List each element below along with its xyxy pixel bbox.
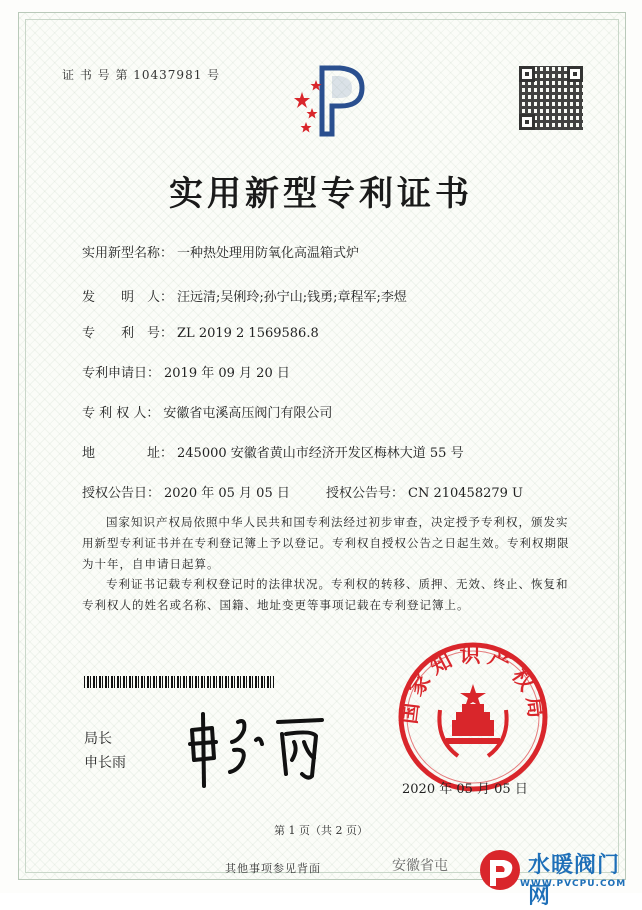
qr-code <box>519 66 583 130</box>
address-row <box>82 442 464 461</box>
field-label: 授权公告日： <box>82 486 161 501</box>
certificate-title: 实用新型专利证书 <box>169 174 473 214</box>
watermark-brand: 水暖阀门网 <box>528 853 621 909</box>
field-label: 授权公告号： <box>326 486 405 501</box>
field-label: 专利申请日： <box>82 366 161 381</box>
inventor-row <box>82 286 407 305</box>
field-label: 实用新型名称： <box>82 246 174 261</box>
field-label: 专 利 号： <box>82 326 174 341</box>
director-title: 局长 <box>84 731 112 747</box>
watermark-site: WWW.PVCPU.COM <box>520 879 627 889</box>
application-date-row <box>82 362 290 381</box>
patent-number-row <box>82 322 319 341</box>
director-signature <box>182 700 332 790</box>
field-value: 2020 年 05 月 05 日 <box>164 486 290 501</box>
patent-office-logo <box>282 62 374 142</box>
field-value: 一种热处理用防氧化高温箱式炉 <box>177 246 360 261</box>
watermark-caption: 安徽省屯 <box>392 858 448 874</box>
official-seal <box>396 640 550 794</box>
grant-number-row <box>326 482 523 501</box>
back-notice: 其他事项参见背面 <box>225 862 321 875</box>
utility-model-name-row <box>82 242 359 261</box>
field-value: 245000 安徽省黄山市经济开发区梅林大道 55 号 <box>177 446 464 461</box>
grant-statement-paragraph: 国家知识产权局依照中华人民共和国专利法经过初步审查，决定授予专利权，颁发实用新型专利证书并在专利登记簿上予以登记。专利权自授权公告之日起生效。专利权期限为十年，自申请日起算。 <box>82 515 570 571</box>
field-value: 2019 年 09 月 20 日 <box>164 366 290 381</box>
field-value: CN 210458279 U <box>408 486 523 501</box>
director-name: 申长雨 <box>84 755 126 771</box>
field-label: 专 利 权 人： <box>82 406 160 421</box>
page-number: 第 1 页（共 2 页） <box>274 824 368 837</box>
patentee-row <box>82 402 332 421</box>
field-value: 安徽省屯溪高压阀门有限公司 <box>163 406 333 421</box>
certificate-number: 证 书 号 第 10437981 号 <box>62 68 221 82</box>
field-value: 汪远清;吴俐玲;孙宁山;钱勇;章程军;李煜 <box>177 290 407 305</box>
seal-date: 2020 年 05 月 05 日 <box>402 782 528 797</box>
field-label: 发 明 人： <box>82 290 174 305</box>
field-value: ZL 2019 2 1569586.8 <box>177 326 319 341</box>
barcode <box>84 676 274 688</box>
legal-status-paragraph: 专利证书记载专利权登记时的法律状况。专利权的转移、质押、无效、终止、恢复和专利权人的姓名或名称、国籍、地址变更等事项记载在专利登记簿上。 <box>82 577 569 612</box>
seal-text: 国家知识产权局 <box>396 642 550 726</box>
grant-date-row <box>82 482 290 501</box>
field-label: 地 址： <box>82 446 174 461</box>
